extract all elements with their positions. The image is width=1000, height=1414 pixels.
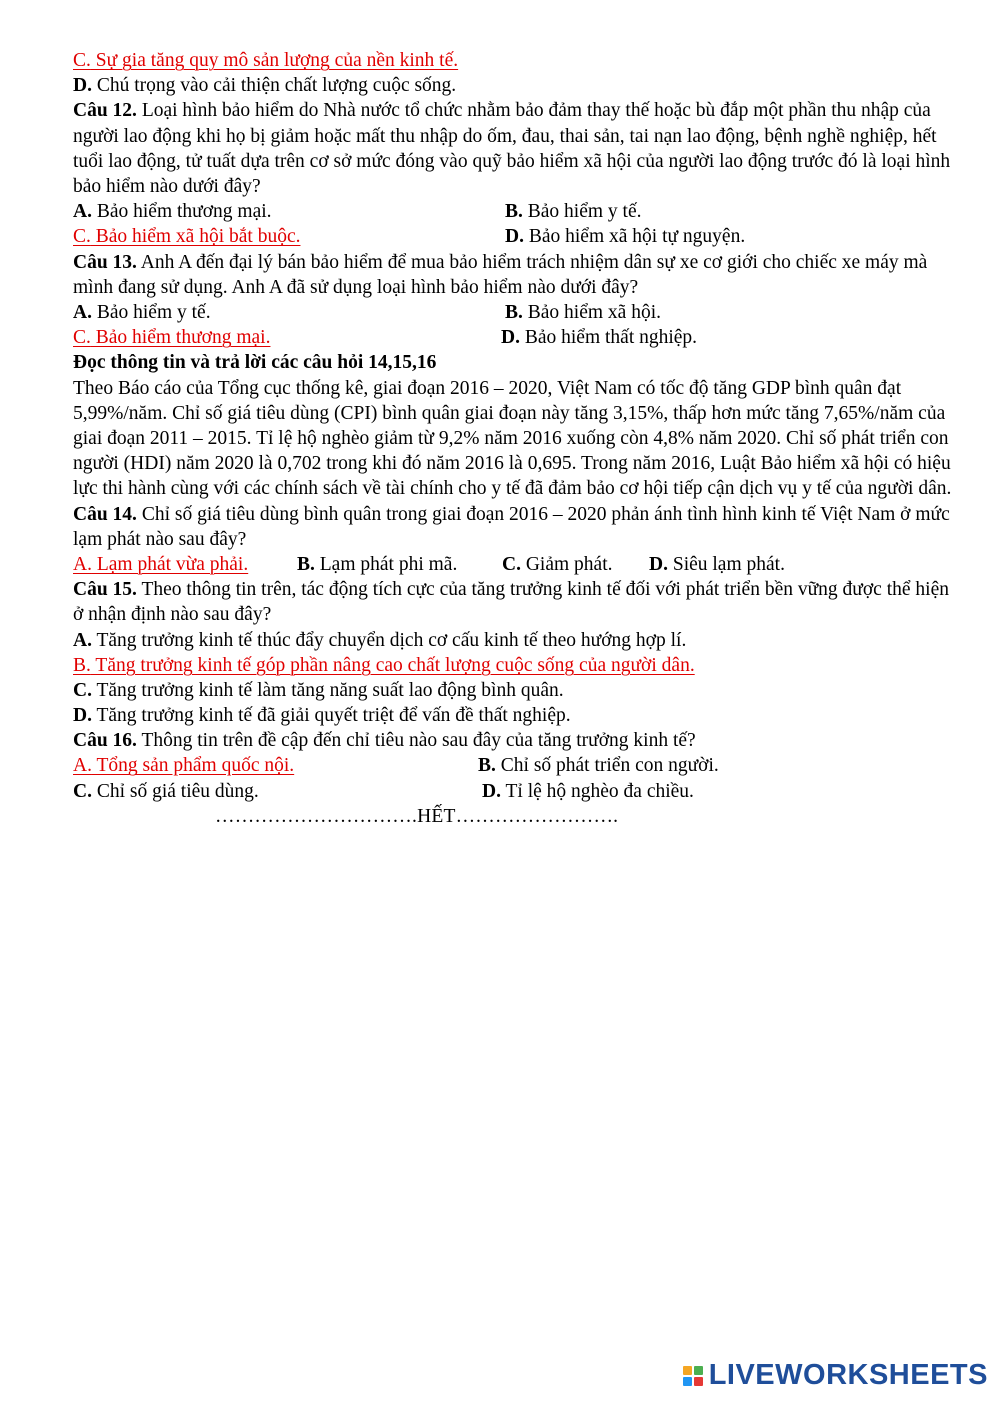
option-b — [505, 300, 661, 325]
option-d — [649, 552, 785, 577]
options-row — [73, 753, 963, 778]
option-label: C. — [73, 679, 92, 701]
option-text: Chỉ số phát triển con người. — [495, 755, 719, 777]
options-row — [73, 300, 963, 325]
option-text: Lạm phát vừa phải. — [91, 553, 249, 575]
option-label: C. — [73, 327, 91, 349]
question-14 — [73, 502, 963, 552]
question-text: Anh A đến đại lý bán bảo hiểm để mua bảo hiểm trách nhiệm dân sự xe cơ giới cho chiếc xe máy mà mình đang sử dụng. Anh A đã sử dụng loại hình bảo hiểm nào dưới đây? — [73, 251, 928, 298]
passage-text: Theo Báo cáo của Tổng cục thống kê, giai đoạn 2016 – 2020, Việt Nam có tốc độ tăng GDP bình quân đạt 5,99%/năm. Chỉ số giá tiêu dùng (CPI) bình quân giai đoạn này tăng 3,15%, thấp hơn mức tăng 7,65%/năm của giai đoạn 2011 – 2015. Tỉ lệ hộ nghèo giảm từ 9,2% năm 2016 xuống còn 4,8% năm 2020. Chỉ số phát triển con người (HDI) năm 2020 là 0,702 trong khi đó năm 2016 là 0,695. Trong năm 2016, Luật Bảo hiểm xã hội có hiệu lực thi hành cùng với các chính sách về tài chính cho y tế đã đảm bảo cơ hội tiếp cận dịch vụ y tế của người dân. — [73, 377, 952, 500]
option-text: Bảo hiểm xã hội. — [522, 301, 661, 323]
option-label: A. — [73, 553, 92, 575]
option-text: Chú trọng vào cải thiện chất lượng cuộc sống. — [91, 75, 457, 97]
passage-heading: Đọc thông tin và trả lời các câu hỏi 14,15,16 — [73, 352, 437, 374]
option-c-answer — [73, 48, 963, 73]
option-label: B. — [73, 654, 91, 676]
option-label: C. — [502, 553, 521, 575]
options-row — [73, 224, 963, 249]
option-label: C. — [73, 780, 92, 802]
option-label: D. — [505, 226, 524, 248]
option-label: B. — [478, 755, 496, 777]
logo-square — [694, 1366, 703, 1375]
logo-square — [683, 1366, 692, 1375]
options-row — [73, 325, 963, 350]
option-c — [73, 779, 482, 804]
option-a-answer — [73, 552, 297, 577]
option-text: Tăng trưởng kinh tế thúc đẩy chuyển dịch cơ cấu kinh tế theo hướng hợp lí. — [91, 629, 687, 651]
question-label: Câu 13. — [73, 251, 137, 273]
option-text: Tổng sản phẩm quốc nội. — [91, 755, 295, 777]
option-text: Bảo hiểm thất nghiệp. — [519, 327, 698, 349]
option-text: Sự gia tăng quy mô sản lượng của nền kinh tế. — [90, 50, 459, 71]
question-16 — [73, 728, 963, 753]
logo-square — [683, 1377, 692, 1386]
question-text: Theo thông tin trên, tác động tích cực của tăng trưởng kinh tế đối với phát triển bền vững được thể hiện ở nhận định nào sau đây? — [73, 579, 949, 626]
option-text: Bảo hiểm thương mại. — [90, 327, 271, 349]
option-label: A. — [73, 629, 92, 651]
option-c-answer — [73, 224, 505, 249]
question-label: Câu 15. — [73, 579, 137, 601]
option-text: Giảm phát. — [520, 553, 613, 575]
option-text: Chỉ số giá tiêu dùng. — [91, 780, 259, 802]
question-text: Chỉ số giá tiêu dùng bình quân trong giai đoạn 2016 – 2020 phản ánh tình hình kinh tế Việt Nam ở mức lạm phát nào sau đây? — [73, 503, 950, 550]
option-b — [478, 753, 719, 778]
question-label: Câu 14. — [73, 503, 137, 525]
option-a — [73, 199, 505, 224]
question-label: Câu 12. — [73, 100, 137, 122]
option-label: A. — [73, 755, 92, 777]
question-13 — [73, 250, 963, 300]
question-15 — [73, 577, 963, 627]
question-text: Loại hình bảo hiểm do Nhà nước tổ chức nhằm bảo đảm thay thế hoặc bù đắp một phần thu nhập của người lao động khi họ bị giảm hoặc mất thu nhập do ốm, đau, thai sản, tai nạn lao động, bệnh nghề nghiệp, hết tuổi lao động, tử tuất dựa trên cơ sở mức đóng vào quỹ bảo hiểm xã hội của người lao động trước đó là loại hình bảo hiểm nào dưới đây? — [73, 100, 951, 197]
options-row — [73, 779, 963, 804]
option-text: Tăng trưởng kinh tế góp phần nâng cao chất lượng cuộc sống của người dân. — [90, 654, 695, 676]
end-marker: ………………………….HẾT……………………. — [215, 805, 619, 827]
option-text: Lạm phát phi mã. — [314, 553, 458, 575]
document-page — [73, 48, 963, 829]
options-row — [73, 552, 963, 577]
option-text: Siêu lạm phát. — [667, 553, 785, 575]
option-c — [73, 678, 963, 703]
option-a — [73, 628, 963, 653]
logo-text: LIVEWORKSHEETS — [708, 1359, 988, 1391]
option-a — [73, 300, 505, 325]
option-label: B. — [297, 553, 315, 575]
option-label: C. — [73, 226, 91, 248]
option-label: B. — [505, 201, 523, 223]
option-d — [73, 703, 963, 728]
option-text: Bảo hiểm y tế. — [522, 201, 642, 223]
option-text: Bảo hiểm xã hội bắt buộc. — [90, 226, 301, 248]
logo-square — [694, 1377, 703, 1386]
option-d — [501, 325, 697, 350]
option-b-answer — [73, 653, 963, 678]
option-text: Tỉ lệ hộ nghèo đa chiều. — [500, 780, 694, 802]
question-text: Thông tin trên đề cập đến chỉ tiêu nào sau đây của tăng trưởng kinh tế? — [136, 730, 696, 752]
option-d — [505, 224, 745, 249]
liveworksheets-logo — [683, 1359, 988, 1392]
option-label: A. — [73, 201, 92, 223]
option-b — [297, 552, 502, 577]
options-row — [73, 199, 963, 224]
option-text: Tăng trưởng kinh tế làm tăng năng suất lao động bình quân. — [91, 679, 564, 701]
option-d — [482, 779, 694, 804]
option-text: Bảo hiểm y tế. — [91, 301, 211, 323]
option-a-answer — [73, 753, 478, 778]
question-label: Câu 16. — [73, 730, 137, 752]
option-label: D. — [73, 75, 92, 97]
option-label: D. — [73, 705, 92, 727]
option-label: D. — [649, 553, 668, 575]
option-label: D. — [482, 780, 501, 802]
option-text: Tăng trưởng kinh tế đã giải quyết triệt để vấn đề thất nghiệp. — [91, 705, 571, 727]
option-label: D. — [501, 327, 520, 349]
option-text: Bảo hiểm xã hội tự nguyện. — [523, 226, 746, 248]
option-text: Bảo hiểm thương mại. — [91, 201, 272, 223]
option-label: C. — [73, 50, 91, 71]
option-c-answer — [73, 325, 501, 350]
logo-grid-icon — [683, 1366, 703, 1386]
option-c — [502, 552, 649, 577]
option-label: B. — [505, 301, 523, 323]
option-label: A. — [73, 301, 92, 323]
option-d — [73, 73, 963, 98]
option-b — [505, 199, 642, 224]
question-12 — [73, 98, 963, 199]
